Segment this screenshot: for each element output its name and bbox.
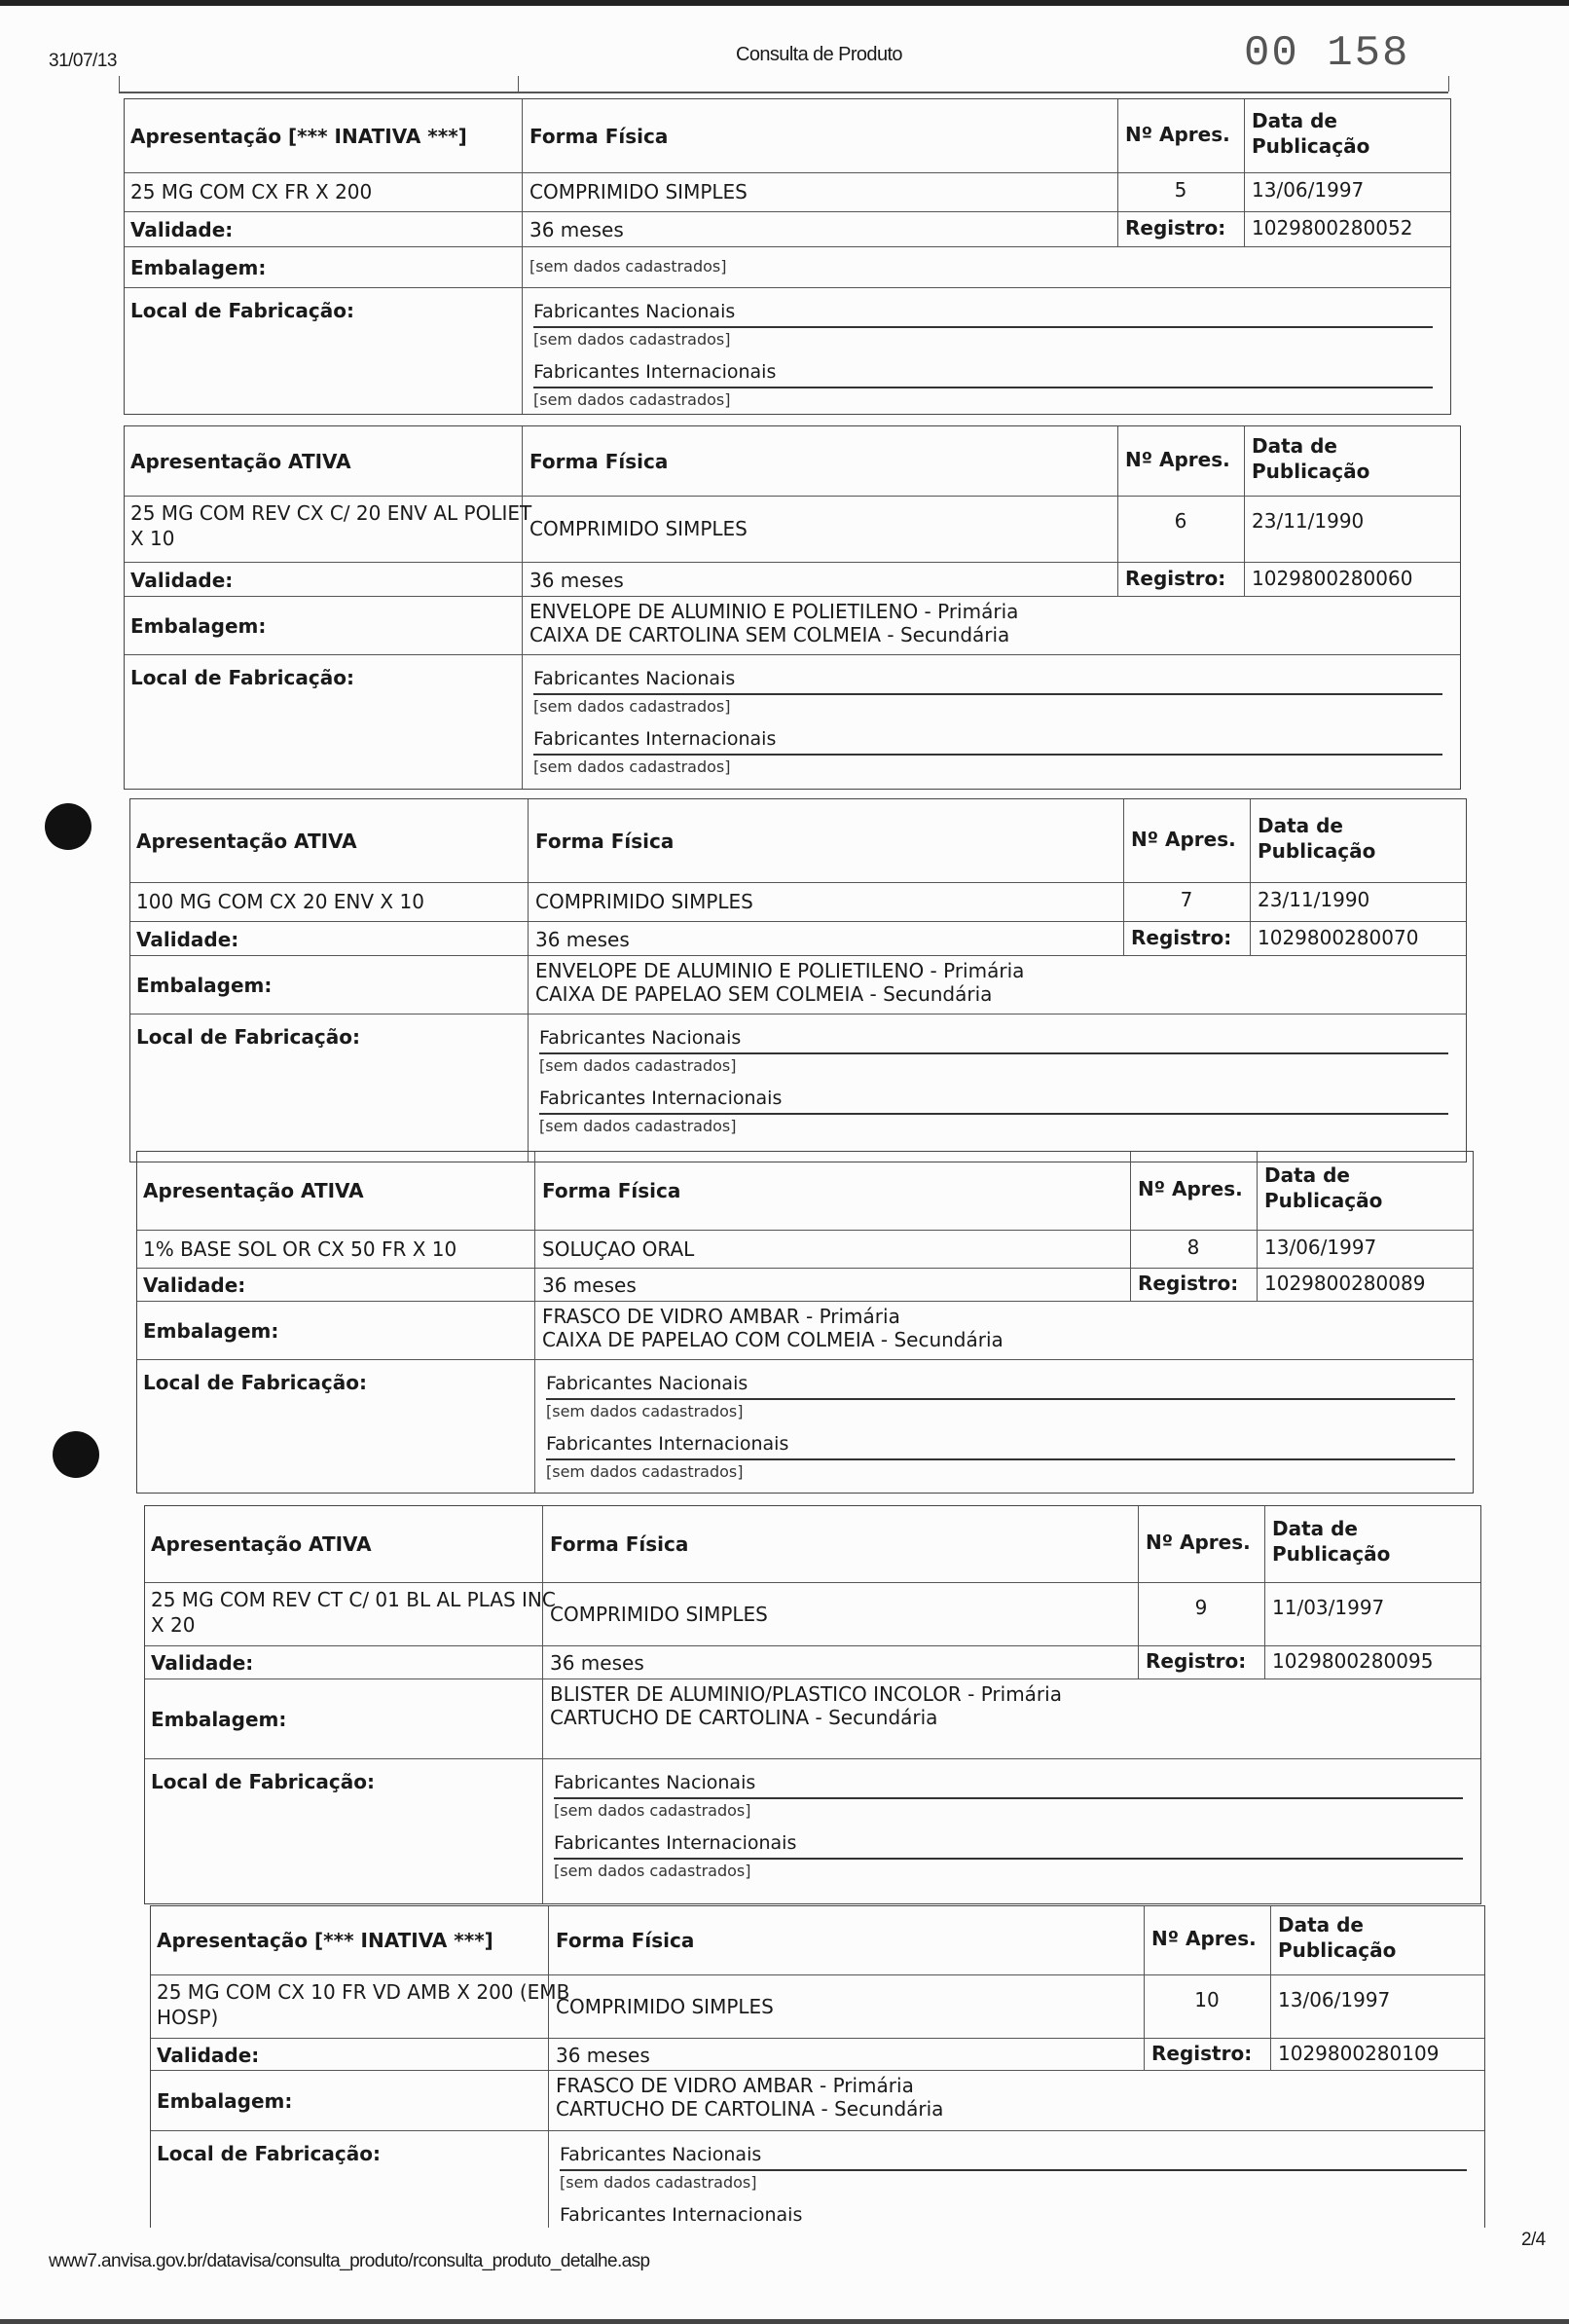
forma-fisica-value: SOLUÇAO ORAL [542,1236,695,1261]
presentation-description: 1% BASE SOL OR CX 50 FR X 10 [143,1236,457,1261]
column-divider [1117,99,1118,246]
presentation-description: 25 MG COM REV CT C/ 01 BL AL PLAS INC [151,1588,556,1611]
fabricantes-nacionais-value: [sem dados cadastrados] [546,1402,744,1420]
validade-value: 36 meses [556,2043,650,2067]
n-apres-value: 7 [1180,888,1193,911]
presentation-card [124,98,1451,415]
registro-value: 1029800280089 [1264,1272,1426,1295]
fabricantes-nacionais-title: Fabricantes Nacionais [554,1772,756,1793]
validity-row [125,211,1450,212]
presentation-description: 25 MG COM CX 10 FR VD AMB X 200 (EMB [157,1980,570,2004]
presentation-card [136,1151,1474,1494]
n-apres-value: 9 [1194,1596,1208,1619]
forma-fisica-value: COMPRIMIDO SIMPLES [529,180,748,203]
description-row [130,882,1466,883]
fabricantes-internacionais-title: Fabricantes Internacionais [533,728,777,750]
data-publicacao-header: Publicação [1278,1938,1397,1962]
fabricantes-nacionais-value: [sem dados cadastrados] [560,2173,757,2192]
column-divider [1244,426,1245,596]
local-fabricacao-label: Local de Fabricação: [130,299,354,322]
column-divider [522,426,523,789]
presentation-card [144,1505,1481,1904]
embalagem-label: Embalagem: [143,1319,279,1343]
embalagem-primary: [sem dados cadastrados] [529,257,727,276]
forma-fisica-value: COMPRIMIDO SIMPLES [556,1994,774,2018]
column-divider [1270,1906,1271,2070]
registro-label: Registro: [1125,216,1226,240]
scan-top-edge [0,0,1569,6]
registro-label: Registro: [1125,566,1226,590]
source-url: www7.anvisa.gov.br/datavisa/consulta_produto/rconsulta_produto_detalhe.asp [49,2251,650,2271]
embalagem-primary: BLISTER DE ALUMINIO/PLASTICO INCOLOR - Primária [550,1682,1062,1706]
local-fabricacao-label: Local de Fabricação: [151,1770,375,1793]
manufacturing-row [137,1359,1473,1360]
column-divider [548,1906,549,2228]
fabricantes-nacionais-rule [533,693,1442,695]
scan-bottom-edge [0,2319,1569,2324]
registro-value: 1029800280052 [1252,216,1413,240]
n-apres-header: Nº Apres. [1151,1927,1257,1950]
validity-row [125,562,1460,563]
registro-value: 1029800280060 [1252,566,1413,590]
validade-value: 36 meses [535,927,630,951]
header-tick [1448,76,1449,92]
embalagem-label: Embalagem: [136,974,273,997]
data-publicacao-header: Data de [1264,1163,1350,1187]
validity-row [137,1268,1473,1269]
forma-fisica-header: Forma Física [556,1929,695,1952]
data-publicacao-value: 13/06/1997 [1252,178,1365,202]
print-date: 31/07/13 [49,51,117,71]
forma-fisica-value: COMPRIMIDO SIMPLES [535,890,753,913]
manufacturing-row [125,654,1460,655]
n-apres-header: Nº Apres. [1125,122,1230,146]
n-apres-header: Nº Apres. [1138,1177,1243,1200]
presentation-status: Apresentação ATIVA [143,1179,364,1202]
packaging-row [137,1301,1473,1302]
page-number: 2/4 [1521,2230,1546,2250]
fabricantes-internacionais-value: [sem dados cadastrados] [539,1117,737,1135]
validade-value: 36 meses [529,218,624,241]
data-publicacao-value: 23/11/1990 [1258,888,1370,911]
presentation-description: HOSP) [157,2006,219,2029]
validade-label: Validade: [136,927,239,951]
data-publicacao-header: Publicação [1264,1189,1383,1212]
data-publicacao-header: Data de [1278,1913,1364,1937]
data-publicacao-value: 13/06/1997 [1264,1236,1377,1259]
embalagem-primary: ENVELOPE DE ALUMINIO E POLIETILENO - Primária [529,600,1019,623]
presentation-description: 25 MG COM CX FR X 200 [130,180,373,203]
validade-label: Validade: [130,568,234,592]
fabricantes-internacionais-rule [554,1858,1463,1860]
presentation-description: X 20 [151,1613,196,1637]
column-divider [1250,799,1251,955]
header-tick [518,76,519,92]
column-divider [1257,1152,1258,1301]
data-publicacao-header: Data de [1258,813,1343,837]
fabricantes-nacionais-rule [533,326,1433,328]
local-fabricacao-label: Local de Fabricação: [130,666,354,689]
fabricantes-nacionais-title: Fabricantes Nacionais [533,668,736,689]
validity-row [130,921,1466,922]
fabricantes-internacionais-rule [546,1458,1455,1460]
validade-value: 36 meses [542,1273,637,1297]
fabricantes-internacionais-title: Fabricantes Internacionais [539,1088,783,1109]
fabricantes-nacionais-rule [560,2169,1467,2171]
validade-label: Validade: [143,1273,246,1297]
fabricantes-nacionais-rule [554,1797,1463,1799]
description-row [145,1582,1480,1583]
column-divider [522,99,523,414]
page-stamp: 00 158 [1244,29,1410,78]
column-divider [528,799,529,1162]
registro-label: Registro: [1151,2041,1253,2065]
data-publicacao-header: Data de [1252,108,1337,132]
n-apres-value: 10 [1194,1988,1220,2011]
presentation-description: 25 MG COM REV CX C/ 20 ENV AL POLIET [130,501,532,525]
presentation-card [124,425,1461,790]
registro-value: 1029800280109 [1278,2041,1440,2065]
fabricantes-internacionais-rule [539,1113,1448,1115]
validity-row [151,2038,1484,2039]
column-divider [1264,1506,1265,1678]
validade-value: 36 meses [550,1651,644,1675]
n-apres-value: 5 [1174,178,1187,202]
embalagem-secondary: CAIXA DE PAPELAO SEM COLMEIA - Secundária [535,982,993,1006]
column-divider [534,1152,535,1493]
fabricantes-internacionais-value: [sem dados cadastrados] [533,757,731,776]
fabricantes-internacionais-value: [sem dados cadastrados] [554,1862,751,1880]
registro-label: Registro: [1131,925,1232,949]
data-publicacao-header: Publicação [1272,1542,1391,1566]
embalagem-primary: ENVELOPE DE ALUMINIO E POLIETILENO - Primária [535,959,1025,982]
punch-hole-icon [45,803,91,850]
fabricantes-internacionais-rule [533,754,1442,756]
header-rule [119,92,1448,93]
fabricantes-internacionais-rule [533,387,1433,388]
fabricantes-nacionais-title: Fabricantes Nacionais [533,301,736,322]
n-apres-value: 6 [1174,509,1187,533]
local-fabricacao-label: Local de Fabricação: [136,1025,360,1049]
presentation-card [150,1905,1485,2228]
data-publicacao-value: 23/11/1990 [1252,509,1365,533]
fabricantes-nacionais-value: [sem dados cadastrados] [539,1056,737,1075]
local-fabricacao-label: Local de Fabricação: [143,1371,367,1394]
forma-fisica-header: Forma Física [542,1179,681,1202]
description-row [151,1974,1484,1975]
data-publicacao-header: Publicação [1252,133,1370,158]
fabricantes-internacionais-value: [sem dados cadastrados] [546,1462,744,1481]
data-publicacao-header: Data de [1272,1517,1358,1540]
registro-value: 1029800280095 [1272,1649,1434,1673]
n-apres-value: 8 [1186,1236,1200,1259]
fabricantes-nacionais-rule [546,1398,1455,1400]
presentation-status: Apresentação [*** INATIVA ***] [130,124,467,148]
manufacturing-row [125,287,1450,288]
fabricantes-internacionais-title: Fabricantes Internacionais [554,1832,797,1854]
embalagem-label: Embalagem: [151,1708,287,1731]
embalagem-secondary: CARTUCHO DE CARTOLINA - Secundária [556,2097,944,2121]
registro-label: Registro: [1146,1649,1247,1673]
column-divider [1138,1506,1139,1678]
presentation-status: Apresentação [*** INATIVA ***] [157,1929,493,1952]
validade-value: 36 meses [529,568,624,592]
column-divider [1123,799,1124,955]
header-tick [119,76,120,92]
embalagem-primary: FRASCO DE VIDRO AMBAR - Primária [542,1305,900,1328]
description-row [125,496,1460,497]
presentation-card [129,798,1467,1162]
forma-fisica-header: Forma Física [529,449,669,473]
embalagem-secondary: CAIXA DE PAPELAO COM COLMEIA - Secundária [542,1328,1003,1351]
manufacturing-row [151,2130,1484,2131]
embalagem-label: Embalagem: [130,256,267,279]
presentation-status: Apresentação ATIVA [130,449,351,473]
embalagem-secondary: CARTUCHO DE CARTOLINA - Secundária [550,1706,938,1729]
fabricantes-internacionais-title: Fabricantes Internacionais [533,361,777,383]
n-apres-header: Nº Apres. [1125,447,1230,471]
column-divider [1244,99,1245,246]
fabricantes-nacionais-title: Fabricantes Nacionais [560,2144,762,2165]
local-fabricacao-label: Local de Fabricação: [157,2142,381,2165]
validade-label: Validade: [157,2043,260,2067]
presentation-description: 100 MG COM CX 20 ENV X 10 [136,890,424,913]
forma-fisica-header: Forma Física [550,1532,689,1556]
validade-label: Validade: [130,218,234,241]
manufacturing-row [145,1758,1480,1759]
packaging-row [125,596,1460,597]
column-divider [1130,1152,1131,1301]
description-row [137,1230,1473,1231]
packaging-row [145,1678,1480,1679]
punch-hole-icon [53,1431,99,1478]
presentation-status: Apresentação ATIVA [136,829,357,853]
presentation-status: Apresentação ATIVA [151,1532,372,1556]
embalagem-secondary: CAIXA DE CARTOLINA SEM COLMEIA - Secundária [529,623,1010,646]
n-apres-header: Nº Apres. [1131,827,1236,851]
fabricantes-nacionais-title: Fabricantes Nacionais [546,1373,748,1394]
registro-label: Registro: [1138,1272,1239,1295]
validity-row [145,1645,1480,1646]
fabricantes-internacionais-value: [sem dados cadastrados] [533,390,731,409]
forma-fisica-value: COMPRIMIDO SIMPLES [529,517,748,540]
fabricantes-internacionais-title: Fabricantes Internacionais [546,1433,789,1455]
packaging-row [125,246,1450,247]
column-divider [542,1506,543,1903]
data-publicacao-value: 13/06/1997 [1278,1988,1391,2011]
n-apres-header: Nº Apres. [1146,1531,1251,1554]
fabricantes-nacionais-value: [sem dados cadastrados] [554,1801,751,1820]
fabricantes-nacionais-value: [sem dados cadastrados] [533,697,731,716]
data-publicacao-header: Publicação [1258,838,1376,863]
fabricantes-nacionais-rule [539,1052,1448,1054]
packaging-row [151,2070,1484,2071]
registro-value: 1029800280070 [1258,925,1419,949]
page-title: Consulta de Produto [736,44,902,65]
fabricantes-nacionais-title: Fabricantes Nacionais [539,1027,742,1049]
description-row [125,172,1450,173]
forma-fisica-header: Forma Física [529,124,669,148]
data-publicacao-header: Publicação [1252,459,1370,483]
presentation-description: X 10 [130,527,175,550]
embalagem-label: Embalagem: [157,2089,293,2113]
packaging-row [130,955,1466,956]
forma-fisica-value: COMPRIMIDO SIMPLES [550,1602,768,1626]
validade-label: Validade: [151,1651,254,1675]
embalagem-primary: FRASCO DE VIDRO AMBAR - Primária [556,2074,914,2097]
embalagem-label: Embalagem: [130,614,267,638]
forma-fisica-header: Forma Física [535,829,675,853]
fabricantes-nacionais-value: [sem dados cadastrados] [533,330,731,349]
fabricantes-internacionais-title: Fabricantes Internacionais [560,2204,803,2226]
data-publicacao-value: 11/03/1997 [1272,1596,1385,1619]
data-publicacao-header: Data de [1252,433,1337,458]
